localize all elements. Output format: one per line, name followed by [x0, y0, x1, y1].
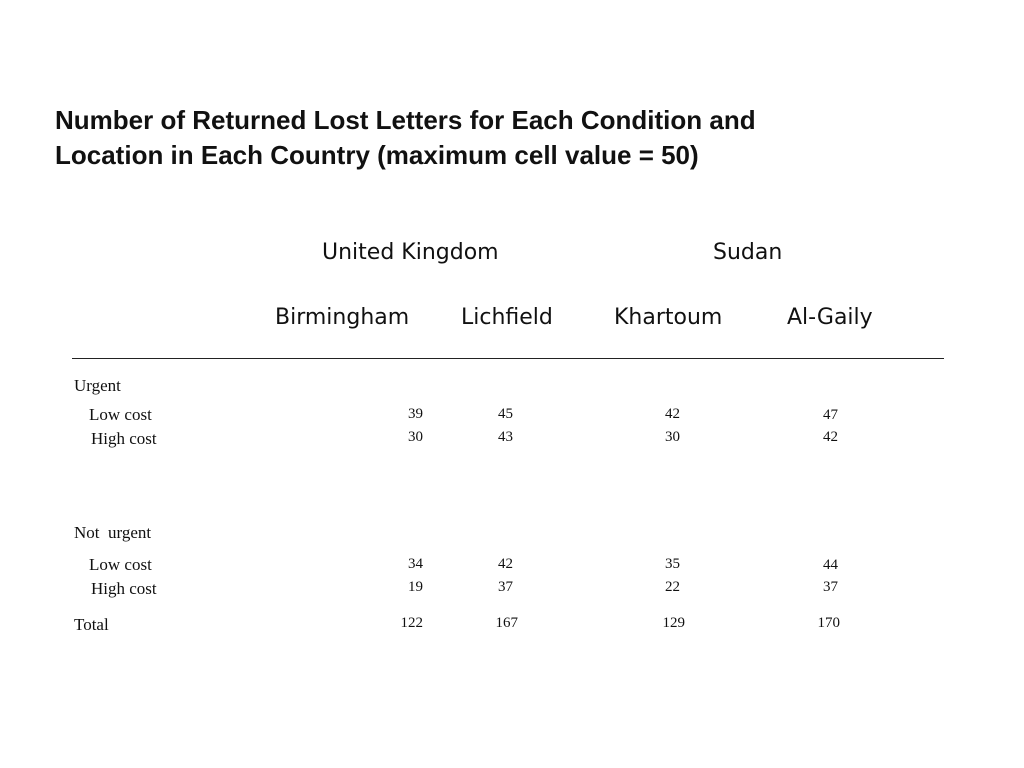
total-value: 129: [662, 615, 685, 631]
total-value: 122: [400, 615, 423, 631]
cell-value: 30: [665, 429, 680, 445]
cell-value: 42: [665, 406, 680, 422]
title-line-1: Number of Returned Lost Letters for Each Condition and: [55, 105, 756, 135]
cell-value: 47: [823, 407, 838, 423]
country-header-uk: United Kingdom: [322, 240, 499, 265]
cell-value: 34: [408, 556, 423, 572]
header-divider: [72, 358, 944, 359]
cell-value: 35: [665, 556, 680, 572]
slide-title: [55, 103, 955, 173]
country-header-sudan: Sudan: [713, 240, 783, 265]
section-label-urgent: Urgent: [74, 376, 121, 395]
cell-value: 45: [498, 406, 513, 422]
row-label-low-cost: Low cost: [89, 405, 152, 424]
cell-value: 37: [498, 579, 513, 595]
cell-value: 39: [408, 406, 423, 422]
row-label-high-cost: High cost: [91, 579, 157, 598]
title-line-2: Location in Each Country (maximum cell value = 50): [55, 140, 699, 170]
cell-value: 30: [408, 429, 423, 445]
cell-value: 22: [665, 579, 680, 595]
total-value: 170: [817, 615, 840, 631]
row-label-low-cost: Low cost: [89, 555, 152, 574]
cell-value: 37: [823, 579, 838, 595]
location-header-birmingham: Birmingham: [275, 305, 410, 330]
cell-value: 19: [408, 579, 423, 595]
total-value: 167: [495, 615, 518, 631]
location-header-lichfield: Lichfield: [461, 305, 553, 330]
section-label-not-urgent: Not urgent: [74, 523, 152, 542]
location-header-khartoum: Khartoum: [614, 305, 723, 330]
cell-value: 43: [498, 429, 513, 445]
cell-value: 42: [823, 429, 838, 445]
cell-value: 42: [498, 556, 513, 572]
row-label-total: Total: [74, 615, 109, 634]
cell-value: 44: [823, 557, 838, 573]
row-label-high-cost: High cost: [91, 429, 157, 448]
location-header-al-gaily: Al-Gaily: [787, 305, 873, 330]
